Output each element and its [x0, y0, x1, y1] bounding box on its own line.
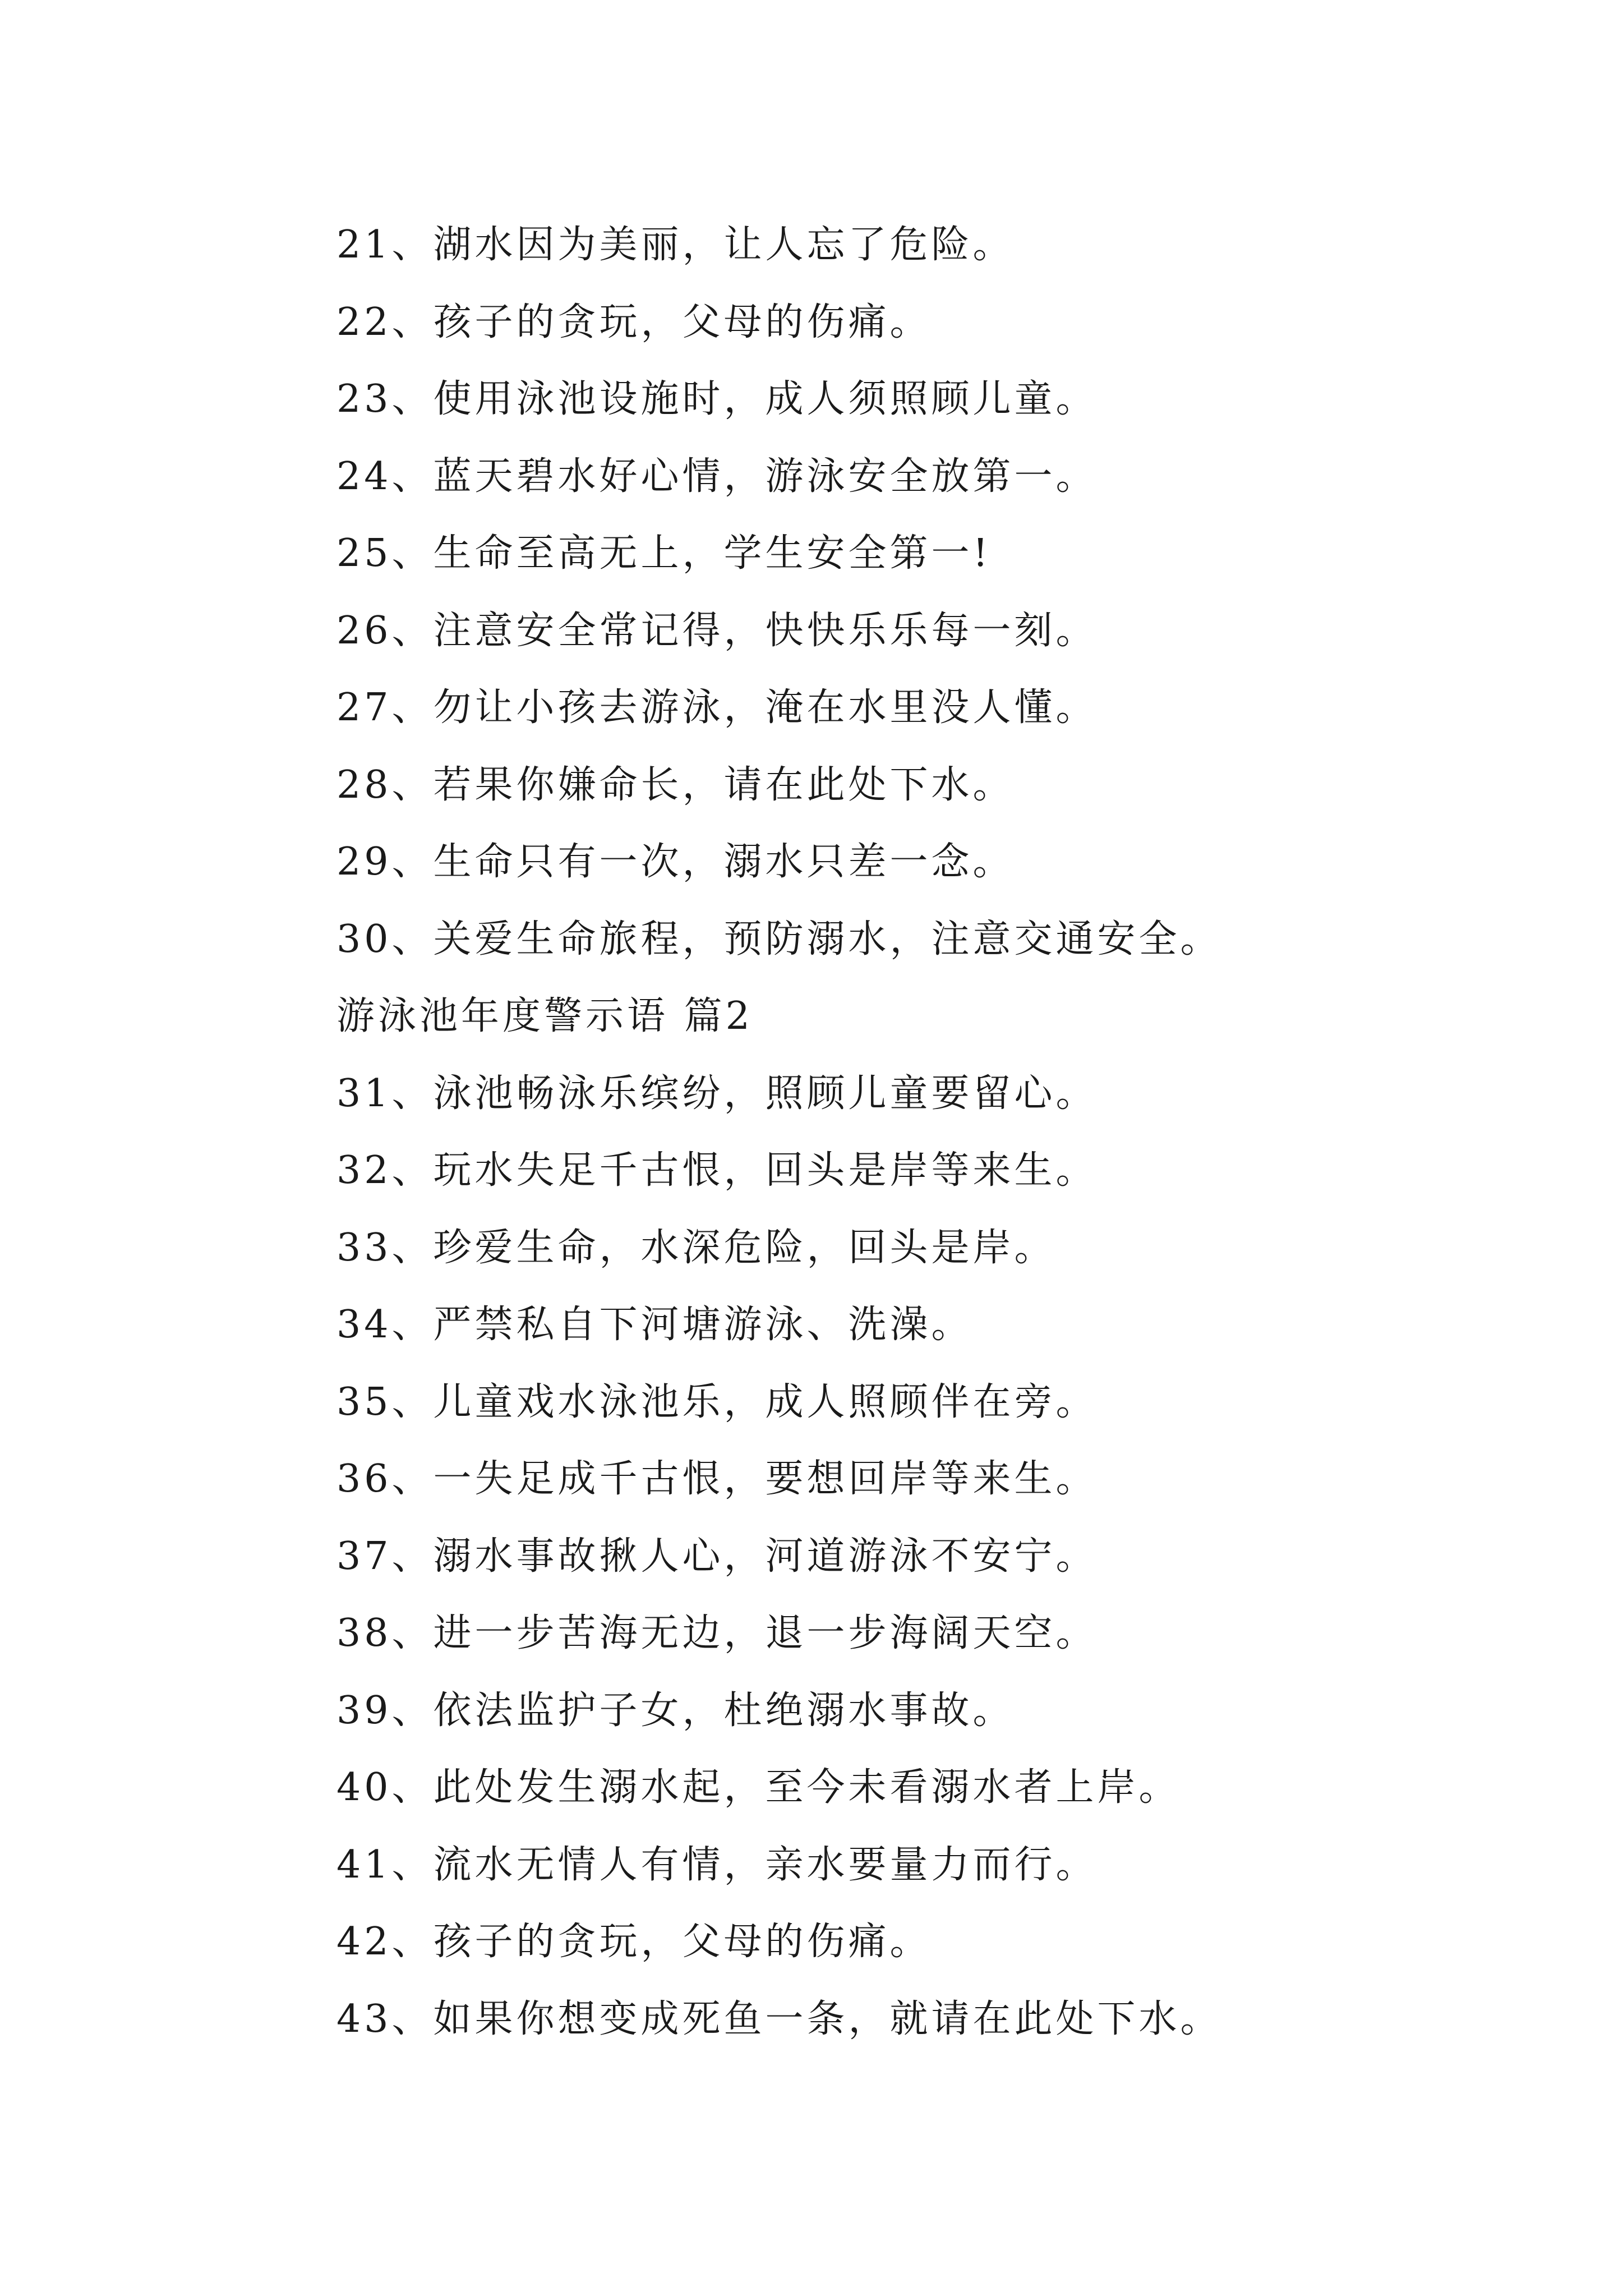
list-item: 37、溺水事故揪人心，河道游泳不安宁。 [336, 1534, 1098, 1579]
list-item: 27、勿让小孩去游泳，淹在水里没人懂。 [336, 685, 1098, 730]
list-item: 42、孩子的贪玩，父母的伤痛。 [336, 1920, 932, 1964]
list-item: 33、珍爱生命，水深危险，回头是岸。 [336, 1225, 1056, 1270]
list-item: 41、流水无情人有情，亲水要量力而行。 [336, 1842, 1098, 1887]
list-item: 24、蓝天碧水好心情，游泳安全放第一。 [336, 454, 1098, 499]
list-item: 35、儿童戏水泳池乐，成人照顾伴在旁。 [336, 1379, 1098, 1424]
list-item: 30、关爱生命旅程，预防溺水，注意交通安全。 [336, 917, 1222, 961]
list-item: 29、生命只有一次，溺水只差一念。 [336, 840, 1015, 884]
list-item: 21、湖水因为美丽，让人忘了危险。 [336, 223, 1015, 267]
list-item: 25、生命至高无上，学生安全第一! [336, 531, 992, 576]
section-heading: 游泳池年度警示语 篇2 [336, 994, 753, 1038]
list-item: 22、孩子的贪玩，父母的伤痛。 [336, 300, 932, 344]
list-item: 26、注意安全常记得，快快乐乐每一刻。 [336, 608, 1098, 653]
list-item: 31、泳池畅泳乐缤纷，照顾儿童要留心。 [336, 1071, 1098, 1116]
list-item: 32、玩水失足千古恨，回头是岸等来生。 [336, 1148, 1098, 1193]
list-item: 36、一失足成千古恨，要想回岸等来生。 [336, 1457, 1098, 1501]
list-item: 40、此处发生溺水起，至今未看溺水者上岸。 [336, 1765, 1181, 1810]
list-item: 43、如果你想变成死鱼一条，就请在此处下水。 [336, 1996, 1222, 2041]
list-item: 38、进一步苦海无边，退一步海阔天空。 [336, 1611, 1098, 1655]
list-item: 23、使用泳池设施时，成人须照顾儿童。 [336, 377, 1098, 421]
list-item: 28、若果你嫌命长，请在此处下水。 [336, 762, 1015, 807]
list-item: 34、严禁私自下河塘游泳、洗澡。 [336, 1303, 973, 1347]
list-item: 39、依法监护子女，杜绝溺水事故。 [336, 1688, 1015, 1733]
document-body [336, 206, 1458, 2058]
